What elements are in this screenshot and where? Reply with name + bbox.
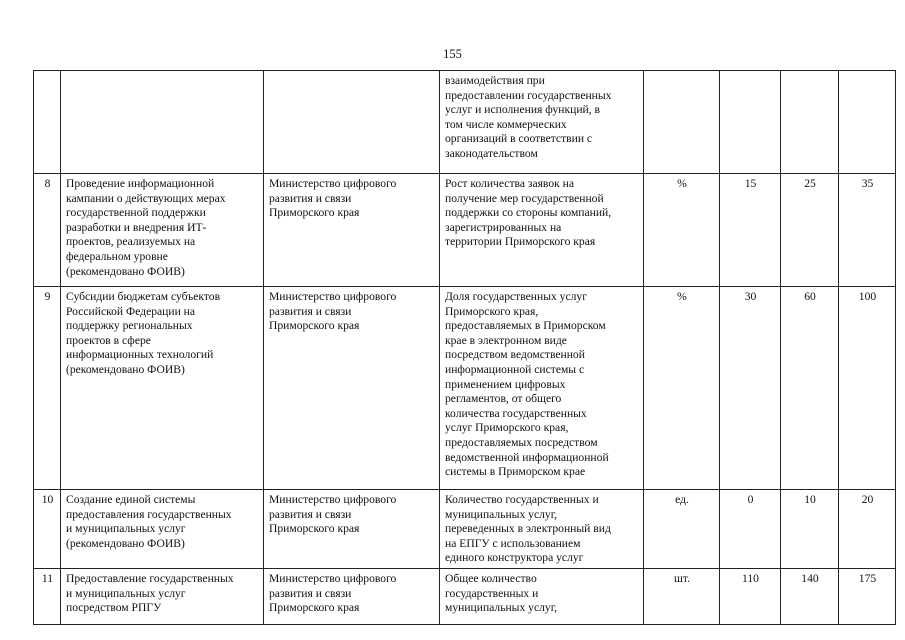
cell-value-1: 110 xyxy=(720,569,781,625)
cell-executor xyxy=(264,490,440,569)
cell-measure xyxy=(61,174,264,287)
cell-unit: % xyxy=(644,287,720,490)
cell-number: 10 xyxy=(34,490,61,569)
cell-value-1: 0 xyxy=(720,490,781,569)
cell-number xyxy=(34,71,61,174)
indicator-text: Рост количества заявок на получение мер государственной поддержки со стороны компаний, зарегистрированных на территории Приморского края xyxy=(445,177,612,249)
cell-measure xyxy=(61,71,264,174)
cell-value-2: 25 xyxy=(781,174,839,287)
cell-value-3: 35 xyxy=(839,174,896,287)
cell-executor xyxy=(264,569,440,625)
table-row xyxy=(34,174,896,287)
measures-table xyxy=(33,70,896,625)
cell-value-1: 15 xyxy=(720,174,781,287)
cell-executor xyxy=(264,71,440,174)
cell-value-2: 60 xyxy=(781,287,839,490)
table-row xyxy=(34,569,896,625)
cell-indicator xyxy=(440,174,644,287)
measure-text: Создание единой системы предоставления государственных и муниципальных услуг (рекомендовано ФОИВ) xyxy=(66,493,232,550)
table-row-continuation xyxy=(34,71,896,174)
cell-number: 8 xyxy=(34,174,61,287)
cell-value-3: 100 xyxy=(839,287,896,490)
cell-value-3: 20 xyxy=(839,490,896,569)
cell-measure xyxy=(61,490,264,569)
cell-measure xyxy=(61,569,264,625)
cell-executor xyxy=(264,174,440,287)
cell-indicator xyxy=(440,490,644,569)
indicator-text: взаимодействия при предоставлении государственных услуг и исполнения функций, в том числе коммерческих организаций в соответствии с законодательством xyxy=(445,74,612,160)
measure-text: Субсидии бюджетам субъектов Российской Федерации на поддержку региональных проектов в сфере информационных технологий (рекомендовано ФОИВ) xyxy=(66,290,221,376)
cell-unit: шт. xyxy=(644,569,720,625)
cell-indicator xyxy=(440,569,644,625)
cell-value-3: 175 xyxy=(839,569,896,625)
cell-unit: ед. xyxy=(644,490,720,569)
cell-value-2: 10 xyxy=(781,490,839,569)
executor-text: Министерство цифрового развития и связи Приморского края xyxy=(269,177,397,220)
cell-number: 11 xyxy=(34,569,61,625)
table-row xyxy=(34,287,896,490)
page-number: 155 xyxy=(443,47,462,61)
cell-indicator xyxy=(440,71,644,174)
cell-value-1 xyxy=(720,71,781,174)
cell-indicator xyxy=(440,287,644,490)
cell-number: 9 xyxy=(34,287,61,490)
table-row xyxy=(34,490,896,569)
executor-text: Министерство цифрового развития и связи Приморского края xyxy=(269,493,397,536)
cell-value-3 xyxy=(839,71,896,174)
indicator-text: Доля государственных услуг Приморского края, предоставляемых в Приморском крае в электронном виде посредством ведомственной информационной системы с применением цифровых регламентов, от общего количества государственных услуг Приморского края, предоставляемых посредством ведомственной информационной системы в Приморском крае xyxy=(445,290,609,479)
indicator-text: Количество государственных и муниципальных услуг, переведенных в электронный вид на ЕПГУ с использованием единого конструктора услуг xyxy=(445,493,611,565)
executor-text: Министерство цифрового развития и связи Приморского края xyxy=(269,290,397,333)
cell-unit: % xyxy=(644,174,720,287)
cell-unit xyxy=(644,71,720,174)
cell-executor xyxy=(264,287,440,490)
indicator-text: Общее количество государственных и муниципальных услуг, xyxy=(445,572,558,615)
executor-text: Министерство цифрового развития и связи Приморского края xyxy=(269,572,397,615)
cell-value-1: 30 xyxy=(720,287,781,490)
measure-text: Предоставление государственных и муниципальных услуг посредством РПГУ xyxy=(66,572,234,615)
measure-text: Проведение информационной кампании о действующих мерах государственной поддержки разработки и внедрения ИТ- проектов, реализуемых на федеральном уровне (рекомендовано ФОИВ) xyxy=(66,177,226,278)
cell-value-2: 140 xyxy=(781,569,839,625)
cell-value-2 xyxy=(781,71,839,174)
cell-measure xyxy=(61,287,264,490)
